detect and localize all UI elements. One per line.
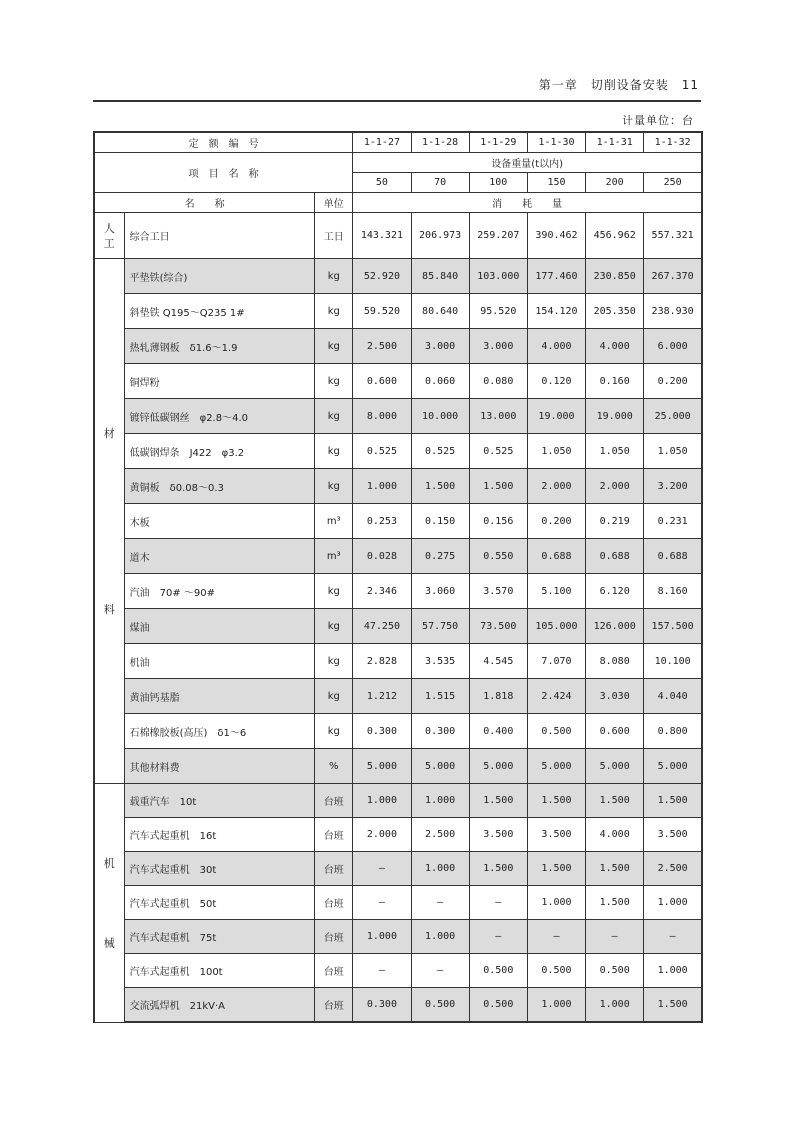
consumption-value: 4.000 xyxy=(586,818,644,852)
consumption-value: 259.207 xyxy=(469,213,527,259)
consumption-value: 0.160 xyxy=(586,364,644,399)
consumption-value: 0.300 xyxy=(353,988,411,1023)
consumption-value: 1.000 xyxy=(527,988,585,1023)
consumption-value: 1.000 xyxy=(644,954,702,988)
consumption-value: 59.520 xyxy=(353,294,411,329)
consumption-value: 4.040 xyxy=(644,679,702,714)
consumption-value: 1.000 xyxy=(411,784,469,818)
consumption-value: 4.000 xyxy=(527,329,585,364)
item-name: 汽车式起重机 75t xyxy=(124,920,315,954)
item-unit: kg xyxy=(315,714,353,749)
group-label: 料 xyxy=(103,603,115,616)
consumption-value: 0.253 xyxy=(353,504,411,539)
item-name: 黄铜板 δ0.08～0.3 xyxy=(124,469,315,504)
quota-code: 1-1-28 xyxy=(411,132,469,153)
consumption-value: 10.100 xyxy=(644,644,702,679)
item-name: 石棉橡胶板(高压) δ1～6 xyxy=(124,714,315,749)
consumption-value: 143.321 xyxy=(353,213,411,259)
consumption-value: 80.640 xyxy=(411,294,469,329)
item-name: 汽车式起重机 30t xyxy=(124,852,315,886)
table-row xyxy=(94,886,702,920)
item-name: 汽车式起重机 50t xyxy=(124,886,315,920)
consumption-value: 19.000 xyxy=(527,399,585,434)
consumption-value: 5.000 xyxy=(586,749,644,784)
consumption-value: 154.120 xyxy=(527,294,585,329)
table-row xyxy=(94,714,702,749)
consumption-value: 0.200 xyxy=(527,504,585,539)
consumption-value: 2.424 xyxy=(527,679,585,714)
table-row xyxy=(94,784,702,818)
consumption-value: 206.973 xyxy=(411,213,469,259)
consumption-value: 1.000 xyxy=(527,886,585,920)
consumption-value: 2.828 xyxy=(353,644,411,679)
item-name: 综合工日 xyxy=(124,213,315,259)
consumption-value: 157.500 xyxy=(644,609,702,644)
table-row xyxy=(94,329,702,364)
item-unit: m³ xyxy=(315,504,353,539)
item-name: 热轧薄钢板 δ1.6～1.9 xyxy=(124,329,315,364)
item-name-label: 项 目 名 称 xyxy=(94,153,353,193)
consumption-value: 0.500 xyxy=(527,954,585,988)
item-name: 其他材料费 xyxy=(124,749,315,784)
item-unit: kg xyxy=(315,574,353,609)
unit-column-header: 单位 xyxy=(315,193,353,213)
quota-label: 定 额 编 号 xyxy=(94,132,353,153)
consumption-value: 95.520 xyxy=(469,294,527,329)
consumption-value: — xyxy=(353,852,411,886)
consumption-value: 0.500 xyxy=(469,988,527,1023)
consumption-value: 230.850 xyxy=(586,259,644,294)
consumption-value: 4.000 xyxy=(586,329,644,364)
group-label: 材 xyxy=(103,427,115,440)
consumption-value: 8.000 xyxy=(353,399,411,434)
consumption-value: 0.600 xyxy=(586,714,644,749)
unit-note: 计量单位：台 xyxy=(622,114,694,127)
consumption-value: 0.550 xyxy=(469,539,527,574)
consumption-value: 1.500 xyxy=(469,852,527,886)
consumption-value: 0.500 xyxy=(527,714,585,749)
consumption-value: 10.000 xyxy=(411,399,469,434)
quota-code: 1-1-31 xyxy=(586,132,644,153)
consumption-value: — xyxy=(469,886,527,920)
weight-label-row xyxy=(94,153,702,173)
table-row xyxy=(94,294,702,329)
table-row xyxy=(94,818,702,852)
consumption-value: 1.500 xyxy=(586,852,644,886)
item-unit: kg xyxy=(315,259,353,294)
table-row xyxy=(94,749,702,784)
table-row xyxy=(94,213,702,259)
item-name: 载重汽车 10t xyxy=(124,784,315,818)
consumption-value: 6.120 xyxy=(586,574,644,609)
consumption-value: 1.000 xyxy=(411,852,469,886)
weight-value: 250 xyxy=(644,173,702,193)
consumption-value: 1.500 xyxy=(644,988,702,1023)
consumption-value: 8.160 xyxy=(644,574,702,609)
table-row xyxy=(94,988,702,1023)
consumption-value: 0.200 xyxy=(644,364,702,399)
consumption-value: 0.275 xyxy=(411,539,469,574)
item-name: 道木 xyxy=(124,539,315,574)
consumption-value: 4.545 xyxy=(469,644,527,679)
consumption-value: 0.688 xyxy=(644,539,702,574)
consumption-value: 3.500 xyxy=(527,818,585,852)
weight-value: 150 xyxy=(527,173,585,193)
item-name: 铜焊粉 xyxy=(124,364,315,399)
table-row xyxy=(94,954,702,988)
consumption-value: 3.060 xyxy=(411,574,469,609)
consumption-value: 8.080 xyxy=(586,644,644,679)
weight-value: 50 xyxy=(353,173,411,193)
consumption-value: 3.500 xyxy=(469,818,527,852)
consumption-value: 0.156 xyxy=(469,504,527,539)
consumption-value: 5.000 xyxy=(353,749,411,784)
consumption-value: 19.000 xyxy=(586,399,644,434)
consumption-value: 557.321 xyxy=(644,213,702,259)
consumption-value: 0.219 xyxy=(586,504,644,539)
consumption-value: — xyxy=(411,886,469,920)
item-name: 镀锌低碳钢丝 φ2.8～4.0 xyxy=(124,399,315,434)
consumption-value: 1.500 xyxy=(469,469,527,504)
consumption-value: 3.500 xyxy=(644,818,702,852)
item-unit: m³ xyxy=(315,539,353,574)
group-label: 机 xyxy=(103,856,115,870)
item-unit: kg xyxy=(315,294,353,329)
consumption-value: 0.150 xyxy=(411,504,469,539)
table-row xyxy=(94,574,702,609)
group-machine xyxy=(94,784,124,1023)
quota-code: 1-1-29 xyxy=(469,132,527,153)
consumption-value: 13.000 xyxy=(469,399,527,434)
consumption-header: 消 耗 量 xyxy=(353,193,702,213)
consumption-value: 267.370 xyxy=(644,259,702,294)
consumption-value: — xyxy=(527,920,585,954)
weight-value: 70 xyxy=(411,173,469,193)
consumption-value: 1.000 xyxy=(353,469,411,504)
consumption-value: 5.000 xyxy=(411,749,469,784)
consumption-value: 1.500 xyxy=(469,784,527,818)
chapter-title: 第一章 切削设备安装 11 xyxy=(538,78,699,92)
item-name: 斜垫铁 Q195～Q235 1# xyxy=(124,294,315,329)
consumption-value: 52.920 xyxy=(353,259,411,294)
table-row xyxy=(94,399,702,434)
page-header xyxy=(93,74,701,102)
item-name: 黄油钙基脂 xyxy=(124,679,315,714)
item-unit: kg xyxy=(315,609,353,644)
item-unit: 工日 xyxy=(315,213,353,259)
consumption-value: 390.462 xyxy=(527,213,585,259)
consumption-value: 57.750 xyxy=(411,609,469,644)
consumption-value: — xyxy=(469,920,527,954)
consumption-value: 2.000 xyxy=(527,469,585,504)
consumption-value: 1.500 xyxy=(586,784,644,818)
consumption-value: 1.500 xyxy=(527,784,585,818)
consumption-value: — xyxy=(353,886,411,920)
consumption-value: 0.525 xyxy=(353,434,411,469)
consumption-value: 0.688 xyxy=(527,539,585,574)
table-row xyxy=(94,852,702,886)
consumption-value: 3.570 xyxy=(469,574,527,609)
weight-label: 设备重量(t以内) xyxy=(353,153,702,173)
consumption-value: 2.500 xyxy=(353,329,411,364)
table-row xyxy=(94,539,702,574)
consumption-value: — xyxy=(644,920,702,954)
item-unit: kg xyxy=(315,329,353,364)
consumption-value: 1.000 xyxy=(586,988,644,1023)
item-unit: kg xyxy=(315,679,353,714)
item-name: 汽车式起重机 16t xyxy=(124,818,315,852)
consumption-value: 5.000 xyxy=(527,749,585,784)
consumption-value: 73.500 xyxy=(469,609,527,644)
table-row xyxy=(94,259,702,294)
consumption-value: 1.515 xyxy=(411,679,469,714)
consumption-value: 2.000 xyxy=(586,469,644,504)
item-name: 低碳钢焊条 J422 φ3.2 xyxy=(124,434,315,469)
consumption-value: 3.535 xyxy=(411,644,469,679)
consumption-value: 6.000 xyxy=(644,329,702,364)
item-name: 汽车式起重机 100t xyxy=(124,954,315,988)
column-header-row xyxy=(94,193,702,213)
consumption-value: 1.500 xyxy=(411,469,469,504)
item-name: 木板 xyxy=(124,504,315,539)
table-row xyxy=(94,920,702,954)
consumption-value: 3.200 xyxy=(644,469,702,504)
item-unit: kg xyxy=(315,434,353,469)
item-name: 交流弧焊机 21kV·A xyxy=(124,988,315,1023)
consumption-value: 1.818 xyxy=(469,679,527,714)
quota-code: 1-1-30 xyxy=(527,132,585,153)
consumption-value: 0.300 xyxy=(353,714,411,749)
consumption-value: 2.500 xyxy=(411,818,469,852)
item-unit: 台班 xyxy=(315,954,353,988)
consumption-value: 0.525 xyxy=(469,434,527,469)
group-label: 人工 xyxy=(103,221,115,250)
quota-table xyxy=(93,131,703,1023)
consumption-value: 0.120 xyxy=(527,364,585,399)
consumption-value: 1.212 xyxy=(353,679,411,714)
weight-value: 100 xyxy=(469,173,527,193)
table-row xyxy=(94,469,702,504)
consumption-value: — xyxy=(353,954,411,988)
consumption-value: 5.100 xyxy=(527,574,585,609)
consumption-value: 0.688 xyxy=(586,539,644,574)
item-unit: 台班 xyxy=(315,920,353,954)
consumption-value: 5.000 xyxy=(469,749,527,784)
item-unit: 台班 xyxy=(315,988,353,1023)
consumption-value: 0.500 xyxy=(469,954,527,988)
consumption-value: 0.500 xyxy=(411,988,469,1023)
consumption-value: 2.346 xyxy=(353,574,411,609)
item-unit: kg xyxy=(315,469,353,504)
weight-value: 200 xyxy=(586,173,644,193)
name-column-header: 名 称 xyxy=(94,193,315,213)
consumption-value: — xyxy=(411,954,469,988)
table-row xyxy=(94,609,702,644)
consumption-value: 1.000 xyxy=(411,920,469,954)
consumption-value: 47.250 xyxy=(353,609,411,644)
consumption-value: 85.840 xyxy=(411,259,469,294)
item-name: 平垫铁(综合) xyxy=(124,259,315,294)
group-label: 械 xyxy=(103,936,115,950)
consumption-value: 1.050 xyxy=(644,434,702,469)
consumption-value: 3.000 xyxy=(411,329,469,364)
consumption-value: 456.962 xyxy=(586,213,644,259)
item-name: 机油 xyxy=(124,644,315,679)
consumption-value: 2.000 xyxy=(353,818,411,852)
group-labor xyxy=(94,213,124,259)
consumption-value: 1.500 xyxy=(644,784,702,818)
consumption-value: 2.500 xyxy=(644,852,702,886)
quota-code-row xyxy=(94,132,702,153)
consumption-value: 1.500 xyxy=(527,852,585,886)
consumption-value: 0.080 xyxy=(469,364,527,399)
consumption-value: 7.070 xyxy=(527,644,585,679)
table-row xyxy=(94,434,702,469)
table-row xyxy=(94,504,702,539)
consumption-value: 103.000 xyxy=(469,259,527,294)
quota-code: 1-1-27 xyxy=(353,132,411,153)
table-row xyxy=(94,679,702,714)
item-name: 煤油 xyxy=(124,609,315,644)
consumption-value: — xyxy=(586,920,644,954)
consumption-value: 3.000 xyxy=(469,329,527,364)
consumption-value: 3.030 xyxy=(586,679,644,714)
item-unit: kg xyxy=(315,644,353,679)
item-unit: 台班 xyxy=(315,784,353,818)
consumption-value: 177.460 xyxy=(527,259,585,294)
consumption-value: 0.500 xyxy=(586,954,644,988)
consumption-value: 0.525 xyxy=(411,434,469,469)
consumption-value: 0.060 xyxy=(411,364,469,399)
consumption-value: 0.028 xyxy=(353,539,411,574)
item-unit: 台班 xyxy=(315,852,353,886)
item-unit: 台班 xyxy=(315,818,353,852)
consumption-value: 0.231 xyxy=(644,504,702,539)
consumption-value: 0.400 xyxy=(469,714,527,749)
consumption-value: 1.000 xyxy=(353,920,411,954)
item-unit: 台班 xyxy=(315,886,353,920)
quota-code: 1-1-32 xyxy=(644,132,702,153)
consumption-value: 0.800 xyxy=(644,714,702,749)
consumption-value: 25.000 xyxy=(644,399,702,434)
consumption-value: 0.300 xyxy=(411,714,469,749)
table-row xyxy=(94,644,702,679)
consumption-value: 0.600 xyxy=(353,364,411,399)
consumption-value: 105.000 xyxy=(527,609,585,644)
consumption-value: 1.050 xyxy=(527,434,585,469)
item-name: 汽油 70# ～90# xyxy=(124,574,315,609)
group-material xyxy=(94,259,124,784)
item-unit: kg xyxy=(315,399,353,434)
consumption-value: 5.000 xyxy=(644,749,702,784)
consumption-value: 1.000 xyxy=(353,784,411,818)
consumption-value: 1.500 xyxy=(586,886,644,920)
table-row xyxy=(94,364,702,399)
item-unit: kg xyxy=(315,364,353,399)
consumption-value: 1.050 xyxy=(586,434,644,469)
consumption-value: 1.000 xyxy=(644,886,702,920)
item-unit: % xyxy=(315,749,353,784)
consumption-value: 126.000 xyxy=(586,609,644,644)
consumption-value: 205.350 xyxy=(586,294,644,329)
consumption-value: 238.930 xyxy=(644,294,702,329)
